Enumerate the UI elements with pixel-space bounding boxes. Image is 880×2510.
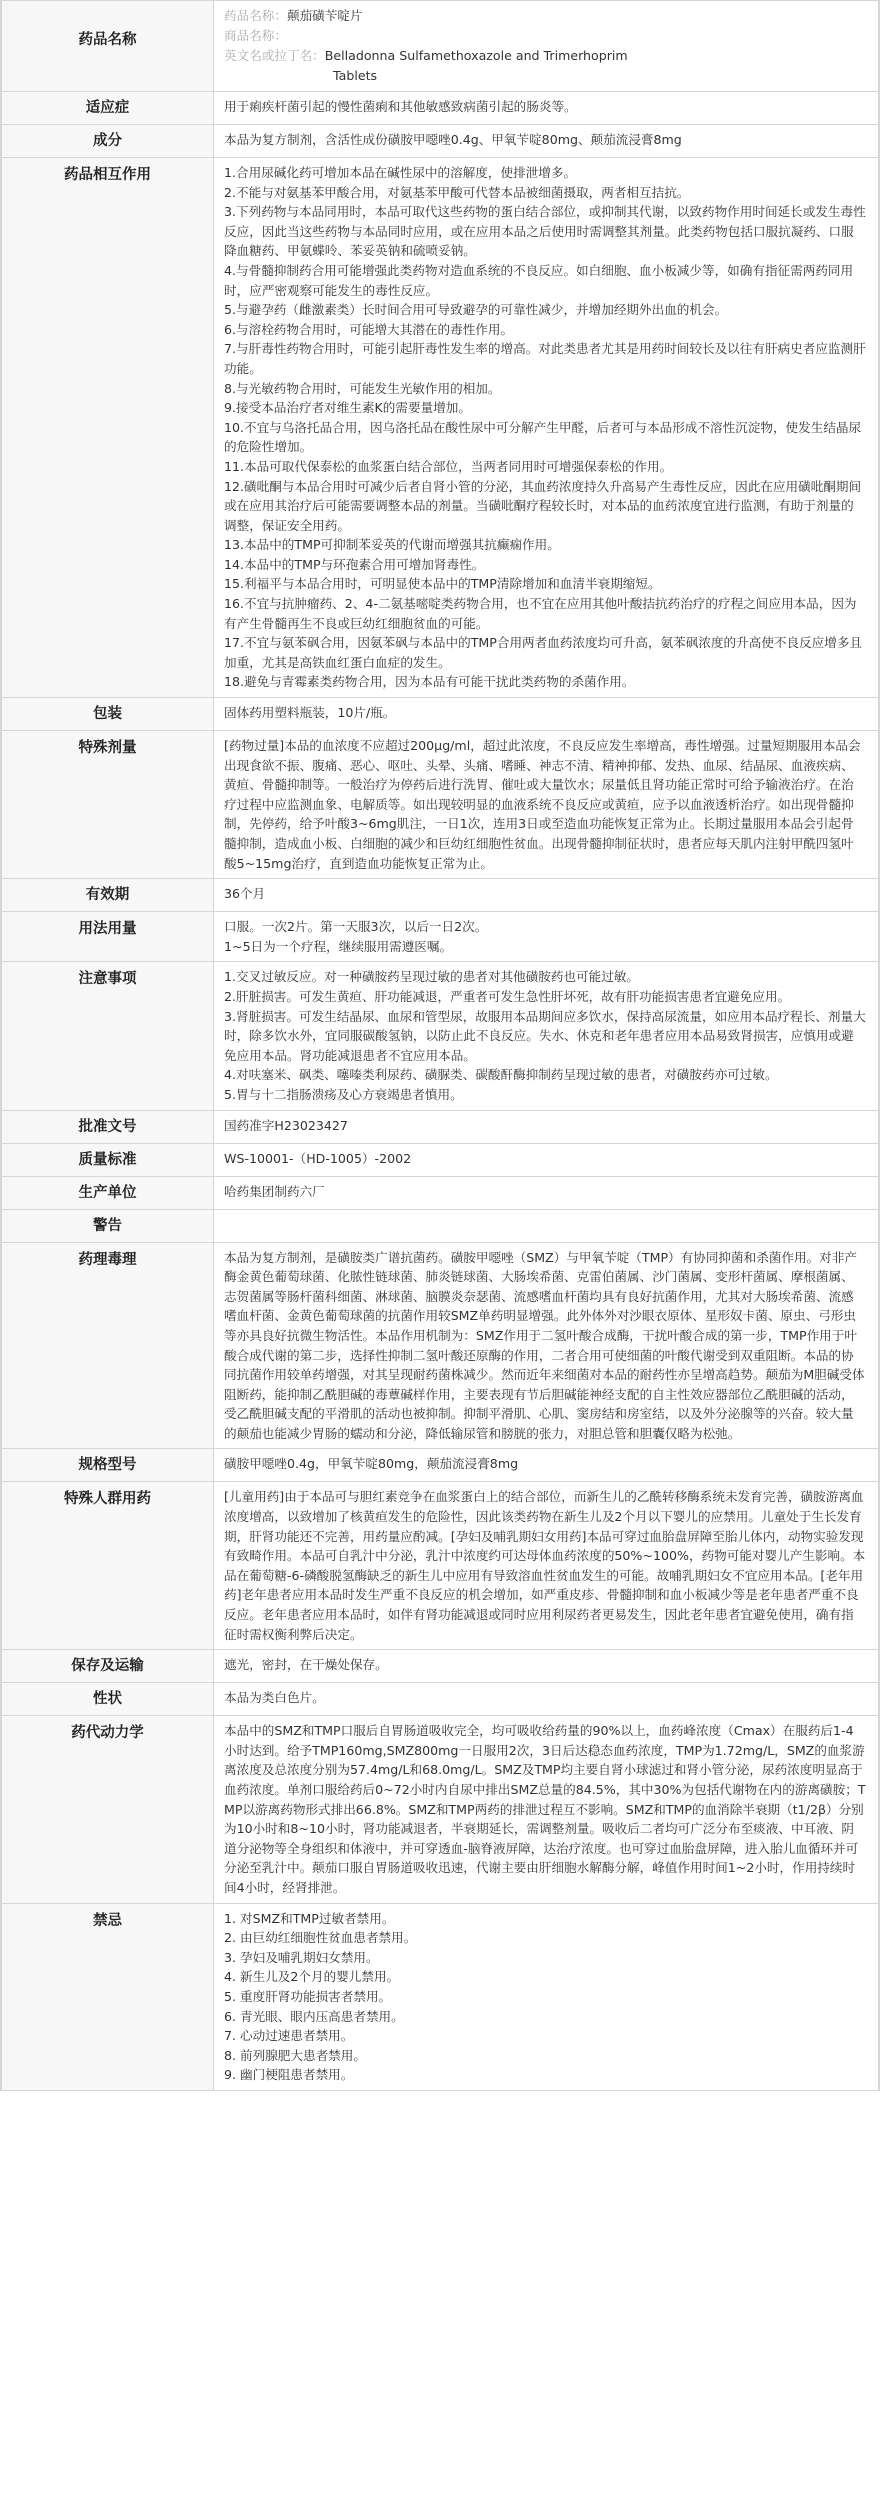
special-dosage-text: [药物过量]本品的血浓度不应超过200μg/ml，超过此浓度，不良反应发生率增高，毒性增强。过量短期服用本品会出现食欲不振、腹痛、恶心、呕吐、头晕、头痛、嗜睡、神志不清、精神抑郁、发热、血尿、结晶尿、血液疾病、黄疸、骨髓抑制等。一般治疗为停药后进行洗胃、催吐或大量饮水；尿量低且肾功能正常时可给予输液治疗。在治疗过程中应监测血象、电解质等。如出现较明显的血液系统不良反应或黄疸，应予以血液透析治疗。如出现骨髓抑制，先停药，给予叶酸3~6mg肌注，一日1次，连用3日或至造血功能恢复正常为止。长期过量服用本品会引起骨髓抑制，造成血小板、白细胞的减少和巨幼红细胞性贫血。出现骨髓抑制征状时，患者应每天肌内注射甲酰四氢叶酸5~15mg治疗，直到造血功能恢复正常为止。 bbox=[224, 738, 861, 871]
interaction-item: 1.合用尿碱化药可增加本品在碱性尿中的溶解度，使排泄增多。 bbox=[224, 165, 577, 180]
contraindication-item: 9. 幽门梗阻患者禁用。 bbox=[224, 2067, 354, 2083]
value-approval: 国药准字H23023427 bbox=[214, 1110, 879, 1143]
label-package: 包装 bbox=[2, 698, 214, 731]
drug-spec-table bbox=[1, 0, 879, 2091]
usage-line: 1~5日为一个疗程，继续服用需遵医嘱。 bbox=[224, 938, 453, 954]
value-drug-name bbox=[214, 1, 879, 92]
label-spec: 规格型号 bbox=[2, 1449, 214, 1482]
drug-name-value: 颠茄磺苄啶片 bbox=[286, 8, 363, 23]
drug-name-line bbox=[224, 6, 866, 26]
value-warning bbox=[214, 1209, 879, 1242]
interaction-item: 7.与肝毒性药物合用时，可能引起肝毒性发生率的增高。对此类患者尤其是用药时间较长及以往有肝病史者应监测肝功能。 bbox=[224, 341, 866, 376]
value-manufacturer: 哈药集团制药六厂 bbox=[214, 1176, 879, 1209]
row-composition bbox=[2, 125, 879, 158]
pharmacology-text: 本品为复方制剂，是磺胺类广谱抗菌药。磺胺甲噁唑（SMZ）与甲氧苄啶（TMP）有协同抑菌和杀菌作用。对非产酶金黄色葡萄球菌、化脓性链球菌、肺炎链球菌、大肠埃希菌、克雷伯菌属、沙门菌属、变形杆菌属、摩根菌属、志贺菌属等肠杆菌科细菌、淋球菌、脑膜炎奈瑟菌、流感嗜血杆菌均具有良好抗菌作用，尤其对大肠埃希菌、流感嗜血杆菌、金黄色葡萄球菌的抗菌作用较SMZ单药明显增强。此外体外对沙眼衣原体、星形奴卡菌、原虫、弓形虫等亦具良好抗微生物活性。本品作用机制为：SMZ作用于二氢叶酸合成酶，干扰叶酸合成的第一步，TMP作用于叶酸合成代谢的第二步，选择性抑制二氢叶酸还原酶的作用，二者合用可使细菌的叶酸代谢受到双重阻断。本品的协同抗菌作用较单药增强，对其呈现耐药菌株减少。然而近年来细菌对本品的耐药性亦呈增高趋势。颠茄为M胆碱受体阻断药，能抑制乙酰胆碱的毒蕈碱样作用，主要表现有节后胆碱能神经支配的自主性效应器部位乙酰胆碱的活动，受乙酰胆碱支配的平滑肌的活动也被抑制。抑制平滑肌、心肌、窦房结和房室结，以及外分泌腺等的兴奋。较大量的颠茄也能减少胃肠的蠕动和分泌，降低输尿管和膀胱的张力，对胆总管和胆囊仅略为松弛。 bbox=[224, 1249, 865, 1441]
label-manufacturer: 生产单位 bbox=[2, 1176, 214, 1209]
english-name-key: 英文名或拉丁名： bbox=[224, 48, 325, 63]
row-package bbox=[2, 698, 879, 731]
label-pharmacokinetics: 药代动力学 bbox=[2, 1716, 214, 1903]
precaution-item: 3.肾脏损害。可发生结晶尿、血尿和管型尿，故服用本品期间应多饮水，保持高尿流量，如应用本品疗程长、剂量大时，除多饮水外，宜同服碳酸氢钠，以防止此不良反应。失水、休克和老年患者应用本品易致肾损害，应慎用或避免应用本品。肾功能减退患者不宜应用本品。 bbox=[224, 1008, 866, 1063]
interaction-item: 11.本品可取代保泰松的血浆蛋白结合部位，当两者同用时可增强保泰松的作用。 bbox=[224, 458, 673, 474]
contraindication-item: 3. 孕妇及哺乳期妇女禁用。 bbox=[224, 1949, 379, 1965]
row-warning bbox=[2, 1209, 879, 1242]
interaction-item: 12.磺吡酮与本品合用时可减少后者自肾小管的分泌，其血药浓度持久升高易产生毒性反应，因此在应用磺吡酮期间或在应用其治疗后可能需要调整本品的剂量。当磺吡酮疗程较长时，对本品的血药浓度宜进行监测，有助于剂量的调整，保证安全用药。 bbox=[224, 478, 862, 533]
row-pharmacokinetics bbox=[2, 1716, 879, 1903]
contraindication-item: 8. 前列腺肥大患者禁用。 bbox=[224, 2047, 366, 2063]
interaction-item: 13.本品中的TMP可抑制苯妥英的代谢而增强其抗癫痫作用。 bbox=[224, 537, 560, 553]
interaction-item: 6.与溶栓药物合用时，可能增大其潜在的毒性作用。 bbox=[224, 321, 514, 337]
value-special-dosage bbox=[214, 731, 879, 879]
row-pharmacology bbox=[2, 1242, 879, 1449]
value-contraindications bbox=[214, 1903, 879, 2090]
row-usage bbox=[2, 912, 879, 962]
english-name-value: Belladonna Sulfamethoxazole and Trimerhoprim bbox=[324, 48, 628, 63]
row-indication bbox=[2, 92, 879, 125]
row-drug-name bbox=[2, 1, 879, 92]
interaction-item: 15.利福平与本品合用时，可明显使本品中的TMP清除增加和血清半衰期缩短。 bbox=[224, 576, 661, 592]
contraindication-item: 4. 新生儿及2个月的婴儿禁用。 bbox=[224, 1969, 400, 1985]
value-special-groups bbox=[214, 1482, 879, 1650]
value-composition: 本品为复方制剂，含活性成份磺胺甲噁唑0.4g、甲氧苄啶80mg、颠茄流浸膏8mg bbox=[214, 125, 879, 158]
label-drug-name: 药品名称 bbox=[2, 1, 214, 92]
interaction-item: 17.不宜与氨苯砜合用，因氨苯砜与本品中的TMP合用两者血药浓度均可升高，氨苯砜浓度的升高使不良反应增多且加重，尤其是高铁血红蛋白血症的发生。 bbox=[224, 635, 863, 670]
trade-name-key: 商品名称： bbox=[224, 28, 287, 43]
value-interactions bbox=[214, 158, 879, 698]
value-pharmacology bbox=[214, 1242, 879, 1449]
english-name-continuation: Tablets bbox=[333, 68, 378, 83]
trade-name-line bbox=[224, 26, 866, 46]
value-appearance: 本品为类白色片。 bbox=[214, 1683, 879, 1716]
row-standard bbox=[2, 1143, 879, 1176]
interaction-item: 18.避免与青霉素类药物合用，因为本品有可能干扰此类药物的杀菌作用。 bbox=[224, 674, 635, 690]
row-interactions bbox=[2, 158, 879, 698]
row-contraindications bbox=[2, 1903, 879, 2090]
label-composition: 成分 bbox=[2, 125, 214, 158]
value-indication: 用于痢疾杆菌引起的慢性菌痢和其他敏感致病菌引起的肠炎等。 bbox=[214, 92, 879, 125]
english-name-line bbox=[224, 46, 866, 66]
value-validity: 36个月 bbox=[214, 879, 879, 912]
contraindication-item: 5. 重度肝肾功能损害者禁用。 bbox=[224, 1988, 392, 2004]
label-storage: 保存及运输 bbox=[2, 1650, 214, 1683]
value-precautions bbox=[214, 962, 879, 1110]
row-spec bbox=[2, 1449, 879, 1482]
row-special-groups bbox=[2, 1482, 879, 1650]
label-standard: 质量标准 bbox=[2, 1143, 214, 1176]
interaction-item: 16.不宜与抗肿瘤药、2、4-二氨基嘧啶类药物合用，也不宜在应用其他叶酸拮抗药治疗的疗程之间应用本品，因为有产生骨髓再生不良或巨幼红细胞贫血的可能。 bbox=[224, 596, 857, 631]
drug-name-key: 药品名称： bbox=[224, 8, 287, 23]
precaution-item: 1.交叉过敏反应。对一种磺胺药呈现过敏的患者对其他磺胺药也可能过敏。 bbox=[224, 969, 640, 985]
interaction-item: 4.与骨髓抑制药合用可能增强此类药物对造血系统的不良反应。如白细胞、血小板减少等，如确有指征需两药同用时，应严密观察可能发生的毒性反应。 bbox=[224, 262, 854, 298]
precaution-item: 5.胃与十二指肠溃疡及心方衰竭患者慎用。 bbox=[224, 1086, 463, 1102]
label-approval: 批准文号 bbox=[2, 1110, 214, 1143]
label-validity: 有效期 bbox=[2, 879, 214, 912]
row-storage bbox=[2, 1650, 879, 1683]
value-package: 固体药用塑料瓶装，10片/瓶。 bbox=[214, 698, 879, 731]
interaction-item: 3.下列药物与本品同用时，本品可取代这些药物的蛋白结合部位，或抑制其代谢，以致药物作用时间延长或发生毒性反应，因此当这些药物与本品同时应用，或在应用本品之后使用时需调整其剂量。此类药物包括口服抗凝药、口服降血糖药、甲氨蝶呤、苯妥英钠和硫喷妥钠。 bbox=[224, 204, 866, 259]
precaution-item: 2.肝脏损害。可发生黄疸、肝功能减退，严重者可发生急性肝坏死，故有肝功能损害患者宜避免应用。 bbox=[224, 988, 791, 1004]
label-special-dosage: 特殊剂量 bbox=[2, 731, 214, 879]
label-interactions: 药品相互作用 bbox=[2, 158, 214, 698]
precaution-item: 4.对呋塞米、砜类、噻嗪类利尿药、磺脲类、碳酸酐酶抑制药呈现过敏的患者，对磺胺药亦可过敏。 bbox=[224, 1067, 778, 1083]
interaction-item: 2.不能与对氨基苯甲酸合用，对氨基苯甲酸可代替本品被细菌摄取，两者相互拮抗。 bbox=[224, 184, 690, 200]
value-standard: WS-10001-（HD-1005）-2002 bbox=[214, 1143, 879, 1176]
label-indication: 适应症 bbox=[2, 92, 214, 125]
label-contraindications: 禁忌 bbox=[2, 1903, 214, 2090]
contraindication-item: 2. 由巨幼红细胞性贫血患者禁用。 bbox=[224, 1930, 417, 1946]
label-warning: 警告 bbox=[2, 1209, 214, 1242]
row-precautions bbox=[2, 962, 879, 1110]
value-usage bbox=[214, 912, 879, 962]
label-appearance: 性状 bbox=[2, 1683, 214, 1716]
contraindication-item: 1. 对SMZ和TMP过敏者禁用。 bbox=[224, 1910, 395, 1926]
contraindication-item: 7. 心动过速患者禁用。 bbox=[224, 2028, 354, 2044]
usage-line: 口服。一次2片。第一天服3次，以后一日2次。 bbox=[224, 919, 488, 935]
label-precautions: 注意事项 bbox=[2, 962, 214, 1110]
special-groups-text: [儿童用药]由于本品可与胆红素竞争在血浆蛋白上的结合部位，而新生儿的乙酰转移酶系统未发育完善，磺胺游离血浓度增高，以致增加了核黄疸发生的危险性，因此该类药物在新生儿及2个月以下婴儿的应禁用。儿童处于生长发育期，肝肾功能还不完善，用药量应酌减。[孕妇及哺乳期妇女用药]本品可穿过血胎盘屏障至胎儿体内，动物实验发现有致畸作用。本品可自乳汁中分泌，乳汁中浓度约可达母体血药浓度的50%~100%，药物可能对婴儿产生影响。本品在葡萄糖-6-磷酸脱氢酶缺乏的新生儿中应用有导致溶血性贫血发生的可能。故哺乳期妇女不宜应用本品。[老年用药]老年患者应用本品时发生严重不良反应的机会增加，如严重皮疹、骨髓抑制和血小板减少等是老年患者严重不良反应。老年患者应用本品时，如伴有肾功能减退或同时应用利尿药者更易发生，因此老年患者宜避免使用，确有指征时需权衡利弊后决定。 bbox=[224, 1489, 866, 1642]
row-manufacturer bbox=[2, 1176, 879, 1209]
interaction-item: 14.本品中的TMP与环孢素合用可增加肾毒性。 bbox=[224, 556, 485, 572]
contraindication-item: 6. 青光眼、眼内压高患者禁用。 bbox=[224, 2008, 404, 2024]
row-special-dosage bbox=[2, 731, 879, 879]
interaction-item: 10.不宜与乌洛托品合用，因乌洛托品在酸性尿中可分解产生甲醛，后者可与本品形成不溶性沉淀物，使发生结晶尿的危险性增加。 bbox=[224, 419, 862, 455]
label-special-groups: 特殊人群用药 bbox=[2, 1482, 214, 1650]
interaction-item: 9.接受本品治疗者对维生素K的需要量增加。 bbox=[224, 400, 471, 416]
label-pharmacology: 药理毒理 bbox=[2, 1242, 214, 1449]
label-usage: 用法用量 bbox=[2, 912, 214, 962]
value-spec: 磺胺甲噁唑0.4g，甲氧苄啶80mg，颠茄流浸膏8mg bbox=[214, 1449, 879, 1482]
interaction-item: 8.与光敏药物合用时，可能发生光敏作用的相加。 bbox=[224, 380, 501, 396]
pharmacokinetics-text: 本品中的SMZ和TMP口服后自胃肠道吸收完全，均可吸收给药量的90%以上，血药峰浓度（Cmax）在服药后1-4小时达到。给予TMP160mg,SMZ800mg一日服用2次，3日后达稳态血药浓度，TMP为1.72mg/L，SMZ的血浆游离浓度及总浓度分别为57.4mg/L和68.0mg/L。SMZ及TMP均主要自肾小球滤过和肾小管分泌，尿药浓度明显高于血药浓度。单剂口服给药后0~72小时内自尿中排出SMZ总量的84.5%，其中30%为包括代谢物在内的游离磺胺；TMP以游离药物形式排出66.8%。SMZ和TMP两药的排泄过程互不影响。SMZ和TMP的血消除半衰期（t1/2β）分别为10小时和8~10小时，肾功能减退者，半衰期延长，需调整剂量。吸收后二者均可广泛分布至痰液、中耳液、阴道分泌物等全身组织和体液中，并可穿透血-脑脊液屏障，达治疗浓度。也可穿过血胎盘屏障，进入胎儿血循环并可分泌至乳汁中。颠茄口服自胃肠道吸收迅速，代谢主要由肝细胞水解酶分解，峰值作用时间1~2小时，作用持续时间4小时，经肾排泄。 bbox=[224, 1723, 866, 1895]
row-validity bbox=[2, 879, 879, 912]
row-approval bbox=[2, 1110, 879, 1143]
interaction-item: 5.与避孕药（雌激素类）长时间合用可导致避孕的可靠性减少，并增加经期外出血的机会。 bbox=[224, 302, 728, 318]
value-pharmacokinetics bbox=[214, 1716, 879, 1903]
value-storage: 遮光，密封，在干燥处保存。 bbox=[214, 1650, 879, 1683]
row-appearance bbox=[2, 1683, 879, 1716]
